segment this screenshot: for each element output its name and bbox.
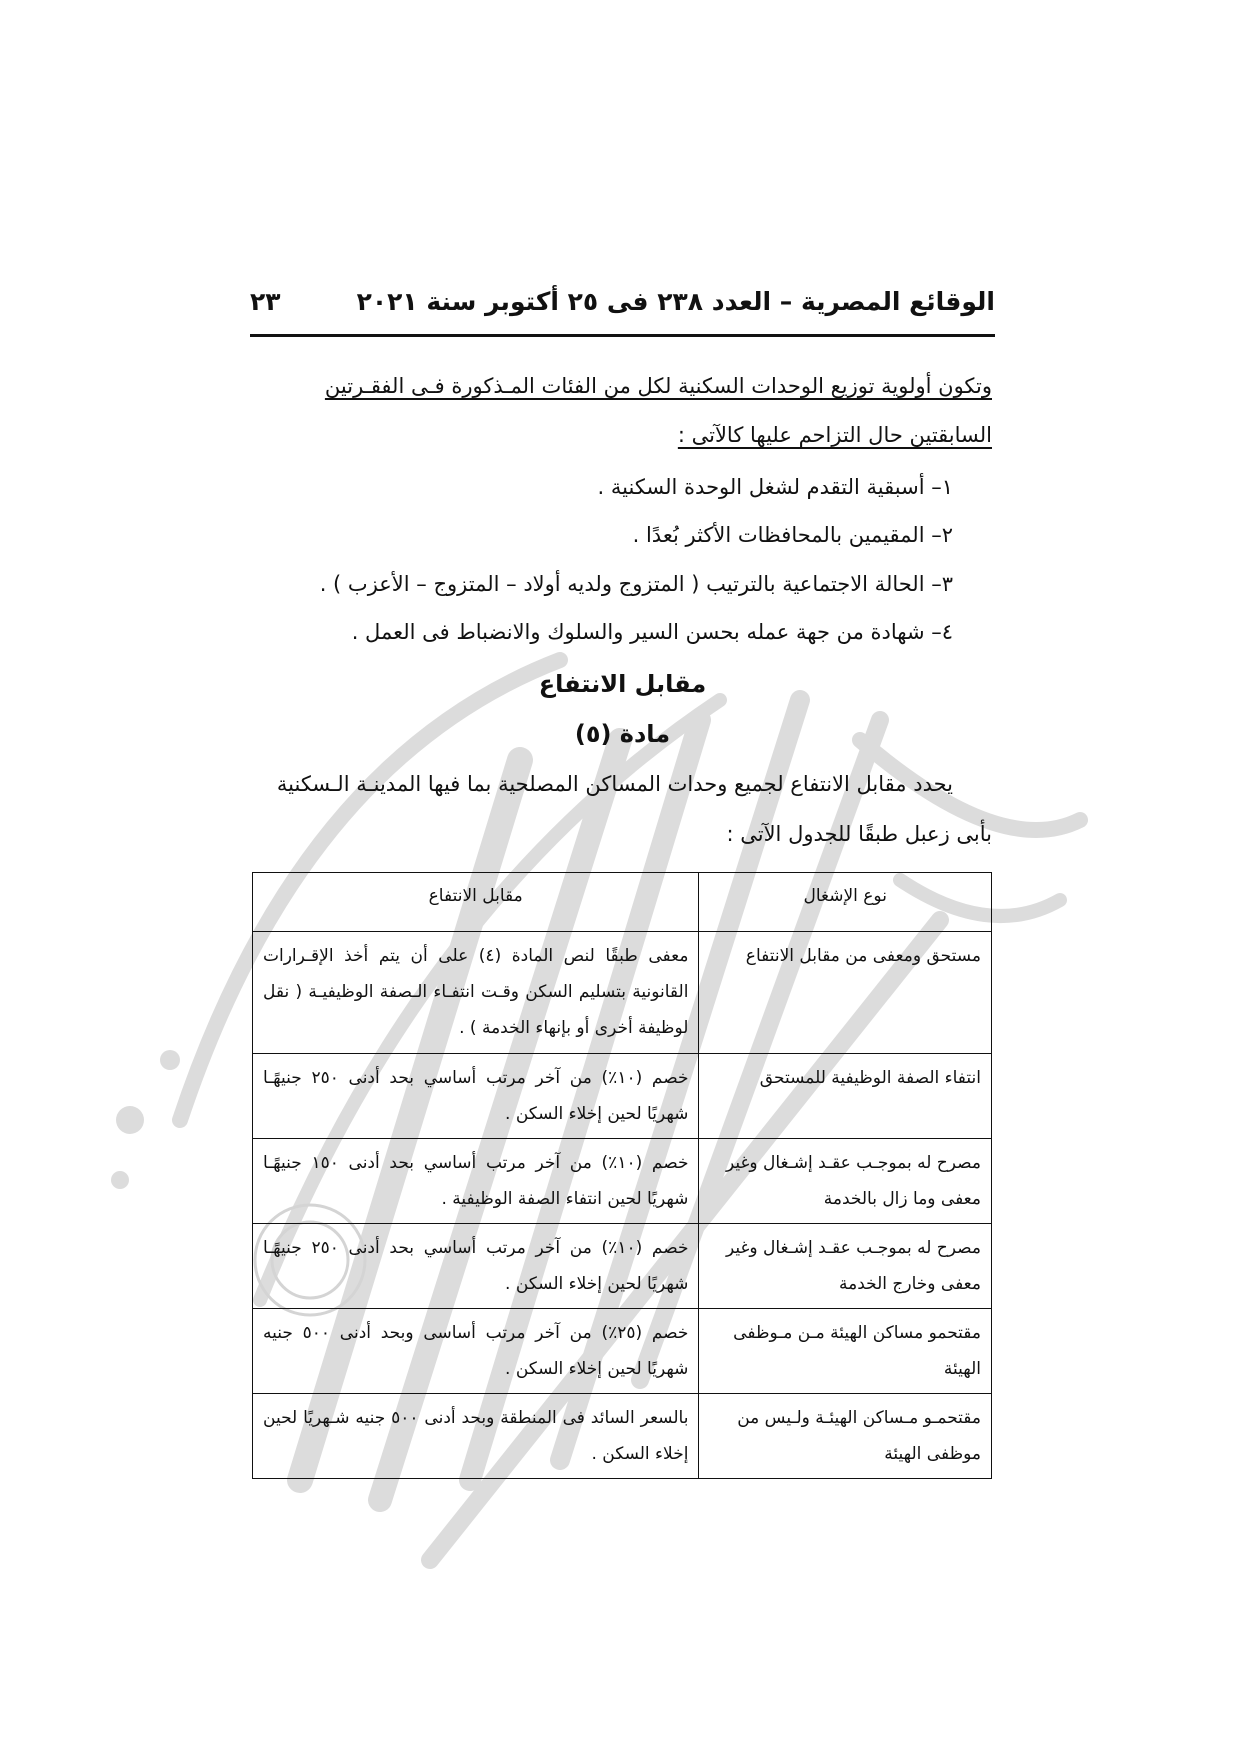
page-header [250, 283, 995, 333]
table-row [253, 932, 992, 1054]
occupancy-type-cell: مقتحمـو مـساكن الهيئـة ولـيس من موظفى الهيئة [699, 1394, 992, 1479]
usage-fee-cell: بالسعر السائد فى المنطقة وبحد أدنى ٥٠٠ جنيه شـهريًا لحين إخلاء السكن . [253, 1394, 699, 1479]
occupancy-type-cell: مصرح له بموجـب عقـد إشـغال وغير معفى وما زال بالخدمة [699, 1139, 992, 1224]
article-text-line-2: بأبى زعبل طبقًا للجدول الآتى : [726, 822, 992, 846]
usage-fee-cell: خصم (١٠٪) من آخر مرتب أساسي بحد أدنى ١٥٠ جنيهًـا شهريًا لحين انتفاء الصفة الوظيفية . [253, 1139, 699, 1224]
priority-item-2: ٢– المقيمين بالمحافظات الأكثر بُعدًا . [632, 523, 953, 547]
section-title: مقابل الانتفاع [538, 670, 707, 698]
column-header-usage-fee: مقابل الانتفاع [253, 873, 699, 932]
article-title: مادة (٥) [574, 720, 671, 748]
page-number: ٢٣ [250, 287, 281, 316]
usage-fee-cell: خصم (١٠٪) من آخر مرتب أساسي بحد أدنى ٢٥٠ جنيهًـا شهريًا لحين إخلاء السكن . [253, 1054, 699, 1139]
intro-line-2: السابقتين حال التزاحم عليها كالآتى : [677, 423, 992, 447]
table-row [253, 1224, 992, 1309]
usage-fee-cell: معفى طبقًا لنص المادة (٤) على أن يتم أخذ الإقـرارات القانونية بتسليم السكن وقـت انتفـاء الـصفة الوظيفيـة ( نقل لوظيفة أخرى أو بإنهاء الخدمة ) . [253, 932, 699, 1054]
priority-item-3: ٣– الحالة الاجتماعية بالترتيب ( المتزوج ولديه أولاد – المتزوج – الأعزب ) . [319, 572, 953, 596]
usage-fee-cell: خصم (١٠٪) من آخر مرتب أساسي بحد أدنى ٢٥٠ جنيهًـا شهريًا لحين إخلاء السكن . [253, 1224, 699, 1309]
column-header-occupancy-type: نوع الإشغال [699, 873, 992, 932]
table-row [253, 1309, 992, 1394]
table-row [253, 1394, 992, 1479]
table-header-row [253, 873, 992, 932]
usage-fee-table [252, 872, 992, 1479]
table-row [253, 1054, 992, 1139]
gazette-title: الوقائع المصرية – العدد ٢٣٨ فى ٢٥ أكتوبر سنة ٢٠٢١ [356, 287, 995, 316]
intro-line-1: وتكون أولوية توزيع الوحدات السكنية لكل من الفئات المـذكورة فـى الفقـرتين [324, 374, 992, 398]
table-row [253, 1139, 992, 1224]
usage-fee-cell: خصم (٢٥٪) من آخر مرتب أساسى وبحد أدنى ٥٠٠ جنيه شهريًا لحين إخلاء السكن . [253, 1309, 699, 1394]
occupancy-type-cell: مصرح له بموجـب عقـد إشـغال وغير معفى وخارج الخدمة [699, 1224, 992, 1309]
article-text-line-1: يحدد مقابل الانتفاع لجميع وحدات المساكن المصلحية بما فيها المدينـة الـسكنية [276, 772, 953, 796]
priority-item-1: ١– أسبقية التقدم لشغل الوحدة السكنية . [597, 475, 953, 499]
occupancy-type-cell: انتفاء الصفة الوظيفية للمستحق [699, 1054, 992, 1139]
occupancy-type-cell: مستحق ومعفى من مقابل الانتفاع [699, 932, 992, 1054]
header-rule [250, 334, 995, 337]
occupancy-type-cell: مقتحمو مساكن الهيئة مـن مـوظفى الهيئة [699, 1309, 992, 1394]
priority-item-4: ٤– شهادة من جهة عمله بحسن السير والسلوك والانضباط فى العمل . [351, 620, 953, 644]
